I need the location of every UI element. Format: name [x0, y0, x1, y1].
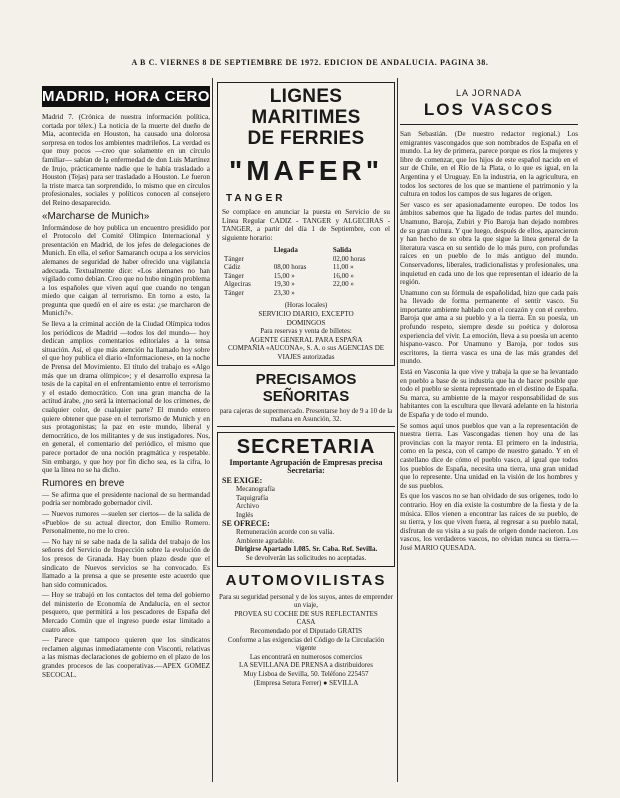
section-masthead: MADRID, HORA CERO [42, 88, 210, 105]
secretary-need-label: SE EXIGE: [222, 475, 263, 485]
motorists-line: Muy Lisboa de Sevilla, 50. Teléfono 225457 [243, 670, 369, 678]
schedule-row: Algeciras 19,30 » 22,00 » [224, 280, 354, 289]
secretary-offer-label: SE OFRECE: [222, 519, 270, 529]
ferries-city: TANGER [226, 193, 286, 204]
schedule-head-arrival: Llegada [273, 246, 298, 255]
reservation-info: Para reservas y venta de billetes: [260, 327, 352, 336]
article-paragraph: Madrid 7. (Crónica de nuestra información política, cortada por télex.) La noticia de la muerte del dueño de Mia, acontecida en Houston, ha causado una dolorosa sorpresa en todos los ambientes madrileños. La verdad es que muy pocos —creo que solamente en un círculo familiar— sabían de la enfermedad de don Luis Martínez de Irujo, prácticamente nadie que le había trasladado a Houston (Tejas) para ser trasladado a Houston. Le fueron la triste marca tan sorprendido, lo mismo que en círculos profesionales, sociales y políticos conocen al consejero del Reino desaparecido. [42, 113, 210, 207]
secretary-need-item: Archivo [236, 502, 259, 511]
schedule-note: (Horas locales) [284, 301, 328, 310]
column-feature [400, 82, 578, 782]
secretary-ad [217, 432, 395, 567]
motorists-line: Para su seguridad personal y de los suyos, antes de emprender un viaje, [219, 592, 393, 610]
motorists-line: CASA [296, 618, 316, 627]
column-divider [397, 78, 398, 782]
motorists-line: PROVEA SU COCHE DE SUS REFLECTANTES [234, 609, 378, 618]
ferries-schedule [222, 246, 390, 297]
article-paragraph: Es que los vascos no se han olvidado de sus orígenes, todo lo contrario. Hoy en día existe la costumbre de la fiesta y de la música. Ellos vienen a encontrar las raíces de su pueblo, de su tierra, y los que viven fuera, al regresar a su pueblo natal, disfrutan de su visita a su país de origen donde nacieron. Los vascos, los verdaderos vascos, no olvidan nunca su tierra.—José MARIO QUESADA. [400, 492, 578, 552]
general-agent: AGENTE GENERAL PARA ESPAÑA [249, 335, 363, 344]
article-paragraph: — Hoy se trabajó en los contactos del tema del gobierno del ministerio de Economía de Andalucía, en el sector pesquero, que permitirá a los pescadores de España del Mercado Común que el ingreso puede estar limitado a cuatro años. [42, 591, 210, 634]
ferries-title-line2: DE FERRIES [247, 128, 365, 149]
article-paragraph: — No hay ni se sabe nada de la salida del trabajo de los señores del Servicio de Inspección sobre la evolución de los presos de Granada. Hay buen plazo desde que el sindicato de Nuevos servicios se ha convocado. Es llamado a la prensa a que se presente este acuerdo que han sido comunicados. [42, 537, 210, 589]
secretary-sub: Importante Agrupación de Empresas precisa Secretaria: [229, 457, 383, 476]
feature-kicker: LA JORNADA [455, 88, 523, 98]
schedule-row: Tánger 15,00 » 16,00 » [224, 271, 354, 280]
column-ads [217, 82, 395, 782]
motorists-line: (Empresa Setura Ferrer) ● SEVILLA [253, 678, 359, 687]
column-politics [42, 82, 210, 782]
ferries-intro: Se complace en anunciar la puesta en Servicio de su Línea Regular CADIZ - TANGER y ALGECIRAS - TANGER, a partir del día 1 de Septiembre, con el siguiente horario: [222, 208, 390, 242]
motorists-title: AUTOMOVILISTAS [225, 571, 387, 589]
motorists-line: Conforme a las exigencias del Código de la Circulación vigente [227, 635, 385, 653]
secretary-need-item: Inglés [236, 510, 254, 519]
schedule-head-departure: Salida [332, 246, 352, 255]
motorists-line: LA SEVILLANA DE PRENSA a distribuidores [239, 661, 373, 670]
article-paragraph: Se lleva a la criminal acción de la Ciudad Olímpica todos los periódicos de Madrid —todos los del mundo— hoy dedican amplios comentarios editoriales a la tensa situación. Así, el que más atención ha llamado hoy sobre el que hoy publica el diario «Informaciones», en la noche de Prensa del Movimiento. El título del trabajo es «Algo más que un drama olímpico»; y el desarrollo expresa la tesis de la capital en el enfrentamiento entre el terrorismo y el estado democrático. Con una gran mancha de la actitud árabe, ¿no será la internacional de los crímenes, de cualquier color, de cualquier parte? El mundo entero quiere obtener que pase en el terrorismo de Munich y en sus protagonistas; la paz en este mundo, liberal y democrático, de los militantes y de sus instigadores. Nos, en general, el comentario del periódico, el mismo que parece portador de una noción pragmática y respetable. Sin embargo, y que hoy por fin dicho sea, es la cifra, lo que la línea no se ha dicho. [42, 320, 210, 475]
ferries-title-line1: LIGNES MARITIMES [251, 86, 361, 128]
jobs-title: PRECISAMOS SEÑORITAS [255, 370, 357, 405]
service-daily: SERVICIO DIARIO, EXCEPTO [258, 309, 354, 318]
article-paragraph: — Nuevos rumores —suelen ser ciertos— de la salida de «Pueblo» de su actual director, don Emilio Romero. Personalmente, no me lo creo. [42, 509, 210, 536]
schedule-row: Cádiz 08,00 horas 11,00 » [224, 263, 354, 272]
article-paragraph: San Sebastián. (De nuestro redactor regional.) Los emigrantes vascongados que son nombrados de España en el mundo. La ley de primera, parece porque es ríos la mujeres y libre de comenzar, que los hijos de este español nacido en el sur de Chile, en el Río de la Plata, o lo que es igual, en la Argentina y el Uruguay. En la industria, en la agricultura, en todos los sectores de los que se mantiene el patrimonio y la cultura en todos los campos de sus lugares de origen. [400, 130, 578, 199]
schedule-row: Tánger 02,00 horas [224, 254, 366, 263]
motorists-line: Las encontrará en numerosos comercios [249, 652, 363, 661]
article-paragraph: Unamuno con su fórmula de españolidad, hizo que cada país ha llevado de forma permanente el sentir vasco. Su importante ambiente hablado con el corazón y con el cerebro. Baroja que ama a su pueblo y a la tierra. En su poesía, un profundo respeto, siempre desde su poética y dolorosa experiencia del vivir. La emoción, lleva a su poesía un acento hispano-vasco. Por Unamuno y Baroja, por todos sus escritores, la tierra vasca es una de las más grandes del mundo. [400, 288, 578, 366]
secretary-offer-item: Ambiente agradable. [236, 536, 295, 545]
secretary-note: Se devolverán las solicitudes no aceptadas. [245, 554, 367, 563]
article-paragraph: Se somos aquí unos pueblos que van a la representación de nuestra tierra. Las Vascongadas tienen hoy una de las provincias con la mayor renta. El primero en la industria, como en la pesca, con el campo de nuestro ganado. Y en el castellano dice de cómo el pueblo vasco, al igual que todos los pueblos de España, necesita una tierra, una gran unidad que lo represente. Una unidad en la visión de los hombres y de sus pueblos. [400, 421, 578, 490]
motorists-line: Recomendado por el Diputado GRATIS [250, 627, 362, 636]
jobs-ad [217, 371, 395, 424]
secretary-need-item: Mecanografía [236, 484, 275, 493]
secretary-offer-item: Remuneración acorde con su valía. [236, 528, 335, 537]
article-paragraph: Ser vasco es ser apasionadamente europeo. De todos los ámbitos sabemos que ha ligado de todas partes del mundo. Unamuno, Baroja, Zubiri y Pío Baroja han dejado nombres de su gran cultura. Y que luego, después de ellos, aparecieron y han hecho de su obra la que sigue la línea general de la literatura vasca en su sentido de lo más puro, con profundas raíces en un pueblo de lo más antiguo del mundo. Conservadores, liberales, tradicionalistas y profesionales, una inquietud en cada uno de los que representan el ideario de la región. [400, 200, 578, 287]
secretary-title: SECRETARIA [236, 435, 376, 458]
column-divider [212, 78, 213, 782]
secretary-need-item: Taquigrafía [236, 493, 269, 502]
article-paragraph: Informándose de hoy publica un encuentro presidido por el Protocolo del Comité Olímpico Internacional y presentación en Madrid, de los jefes de delegaciones de Munich. En ella, el señor Samaranch ocupa a los servicios alemanes de seguridad de haber ofrecido una vigilancia adecuada. Textualmente dice: «Los alemanes no han vigilado como debían. Creo que no hubo ningún problema a los españoles que viven aquí que cuando no tengan miedo que caigan al terrorismo. En torno a esto, la pregunta que quedó en el aire es esta: ¿se marcharon de Munich?». [42, 223, 210, 318]
article-subhead: Rumores en breve [42, 477, 125, 489]
feature-title: LOS VASCOS [423, 100, 555, 119]
article-subhead: «Marcharse de Munich» [42, 210, 150, 222]
article-paragraph: — Parece que tampoco quieren que los sindicatos reclamen algunas inmediatamente con Visconti, relativas a las mismas declaraciones de gobierno en el plazo de los grandes procesos de las cooperativas.—APEX GOMEZ SECOCAL. [42, 636, 210, 679]
jobs-text: para cajeras de supermercado. Presentarse hoy de 9 a 10 de la mañana en Asunción, 32. [219, 406, 393, 424]
page-header: A B C. VIERNES 8 DE SEPTIEMBRE DE 1972. EDICION DE ANDALUCIA. PAGINA 38. [131, 58, 489, 67]
motorists-ad [217, 572, 395, 688]
schedule-row: Tánger 23,30 » [224, 288, 295, 297]
agent-detail: COMPAÑIA «AUCONA», S. A. o sus AGENCIAS DE VIAJES autorizadas [227, 344, 385, 361]
secretary-contact: Dirigirse Apartado 1.085. Sr. Caba. Ref. Sevilla. [234, 545, 378, 554]
article-paragraph: Está en Vasconia la que vive y trabaja la que se ha levantado en pueblo a base de su industria que ha de hacer posible que todo el pueblo se sienta representado en el destino de España. Su marca, su ambiente de la mayor responsabilidad de sus habitantes con la escultura que llevará adelante en la historia de España y de todo el mundo. [400, 368, 578, 419]
service-daily-2: DOMINGOS [286, 318, 326, 327]
ferries-brand: "MAFER" [228, 155, 384, 186]
article-paragraph: — Se afirma que el presidente nacional de su hermandad podría ser nombrado gobernador civil. [42, 490, 210, 508]
ferries-ad [217, 82, 395, 366]
